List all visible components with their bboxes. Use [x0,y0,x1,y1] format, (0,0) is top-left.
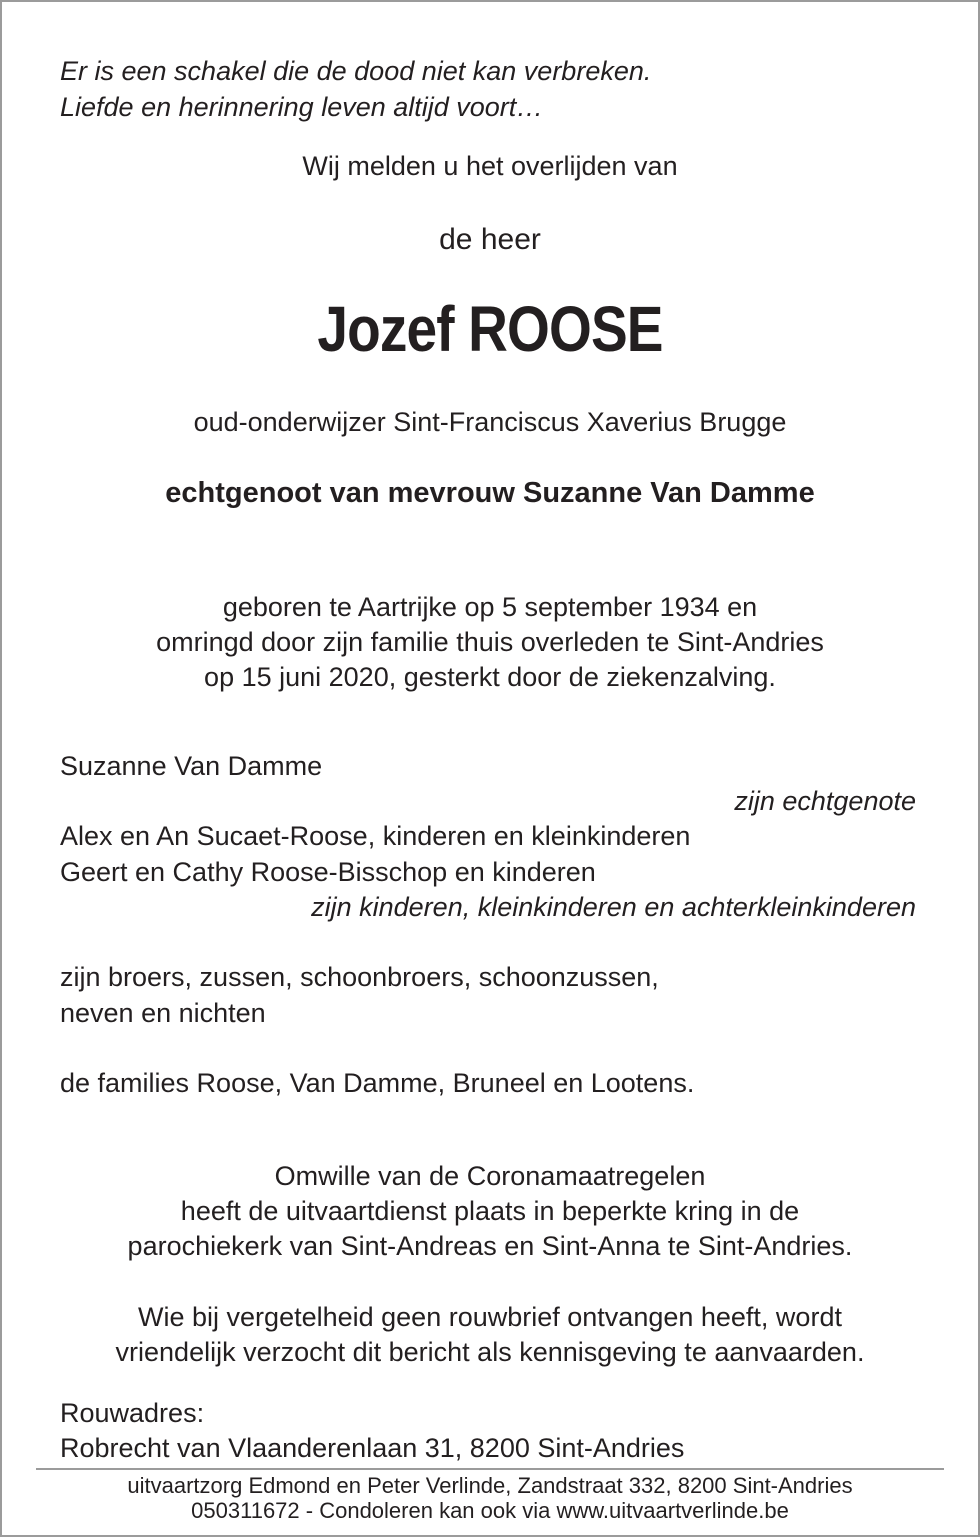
ceremony-line-1: Omwille van de Coronamaatregelen [274,1161,706,1191]
notice-line-1: Wie bij vergetelheid geen rouwbrief ontvangen heeft, wordt [138,1302,842,1332]
life-line-3: op 15 juni 2020, gesterkt door de ziekenzalving. [204,662,776,692]
footer-line-1: uitvaartzorg Edmond en Peter Verlinde, Zandstraat 332, 8200 Sint-Andries [127,1473,853,1498]
honorific: de heer [439,223,541,256]
child-line-2: Geert en Cathy Roose-Bisschop en kinderen [60,857,596,887]
wife-name: Suzanne Van Damme [60,751,323,781]
occupation: oud-onderwijzer Sint-Franciscus Xaverius Brugge [193,407,787,437]
motto-line-1: Er is een schakel die de dood niet kan verbreken. [60,56,652,86]
ceremony-line-3: parochiekerk van Sint-Andreas en Sint-Anna te Sint-Andries. [127,1231,853,1261]
deceased-name: Jozef ROOSE [317,293,663,365]
footer-divider [36,1468,944,1470]
siblings-line-2: neven en nichten [60,998,266,1028]
ceremony-line-2: heeft de uitvaartdienst plaats in beperkte kring in de [180,1196,800,1226]
notice-line-2: vriendelijk verzocht dit bericht als kennisgeving te aanvaarden. [115,1337,865,1367]
address-value: Robrecht van Vlaanderenlaan 31, 8200 Sint-Andries [60,1433,685,1463]
life-line-2: omringd door zijn familie thuis overleden te Sint-Andries [156,627,824,657]
intro-text: Wij melden u het overlijden van [302,151,678,181]
siblings-line-1: zijn broers, zussen, schoonbroers, schoonzussen, [60,962,659,992]
motto-line-2: Liefde en herinnering leven altijd voort… [60,92,544,122]
families-line: de families Roose, Van Damme, Bruneel en Lootens. [60,1068,695,1098]
footer-line-2: 050311672 - Condoleren kan ook via www.uitvaartverlinde.be [191,1498,789,1523]
wife-role: zijn echtgenote [734,786,916,816]
child-line-1: Alex en An Sucaet-Roose, kinderen en kleinkinderen [60,821,691,851]
life-line-1: geboren te Aartrijke op 5 september 1934 en [222,592,758,622]
spouse-line: echtgenoot van mevrouw Suzanne Van Damme [165,477,815,509]
children-role: zijn kinderen, kleinkinderen en achterkleinkinderen [311,892,916,922]
address-label: Rouwadres: [60,1398,205,1428]
